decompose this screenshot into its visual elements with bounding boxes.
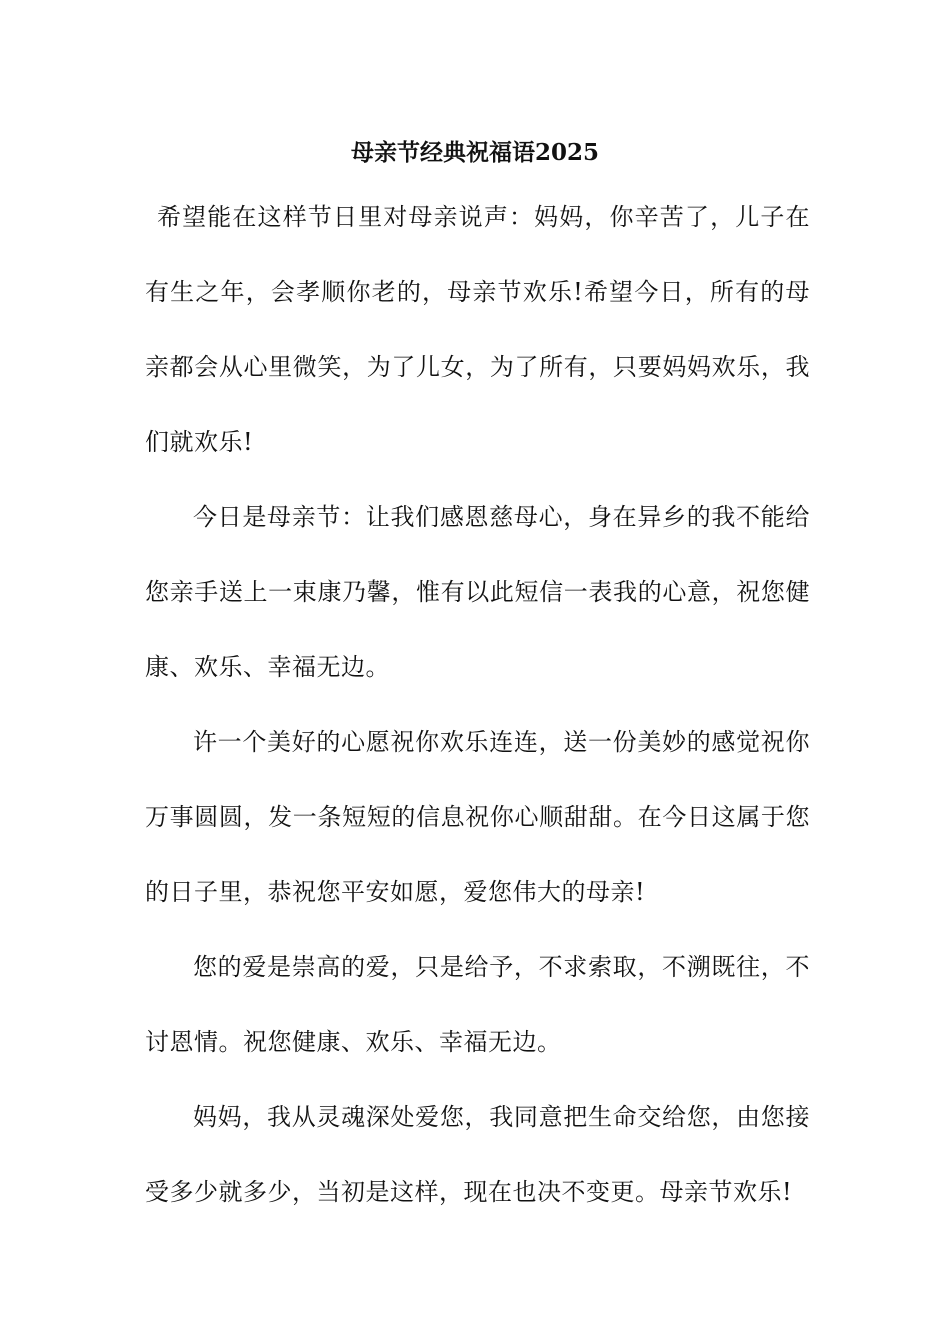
paragraph-5: 妈妈，我从灵魂深处爱您，我同意把生命交给您，由您接受多少就多少，当初是这样，现在也决不变更。母亲节欢乐! bbox=[145, 1103, 810, 1206]
document-title: 母亲节经典祝福语2025 bbox=[350, 139, 599, 166]
paragraph-3: 许一个美好的心愿祝你欢乐连连，送一份美妙的感觉祝你万事圆圆，发一条短短的信息祝你心顺甜甜。在今日这属于您的日子里，恭祝您平安如愿，爱您伟大的母亲! bbox=[145, 728, 810, 906]
paragraph-2: 今日是母亲节：让我们感恩慈母心，身在异乡的我不能给您亲手送上一束康乃馨，惟有以此短信一表我的心意，祝您健康、欢乐、幸福无边。 bbox=[145, 503, 810, 681]
document-body bbox=[145, 180, 810, 1230]
paragraph-4: 您的爱是崇高的爱，只是给予，不求索取，不溯既往，不讨恩情。祝您健康、欢乐、幸福无边。 bbox=[145, 953, 810, 1056]
paragraph-1: 希望能在这样节日里对母亲说声：妈妈，你辛苦了，儿子在有生之年，会孝顺你老的，母亲节欢乐!希望今日，所有的母亲都会从心里微笑，为了儿女，为了所有，只要妈妈欢乐，我们就欢乐! bbox=[145, 203, 810, 456]
